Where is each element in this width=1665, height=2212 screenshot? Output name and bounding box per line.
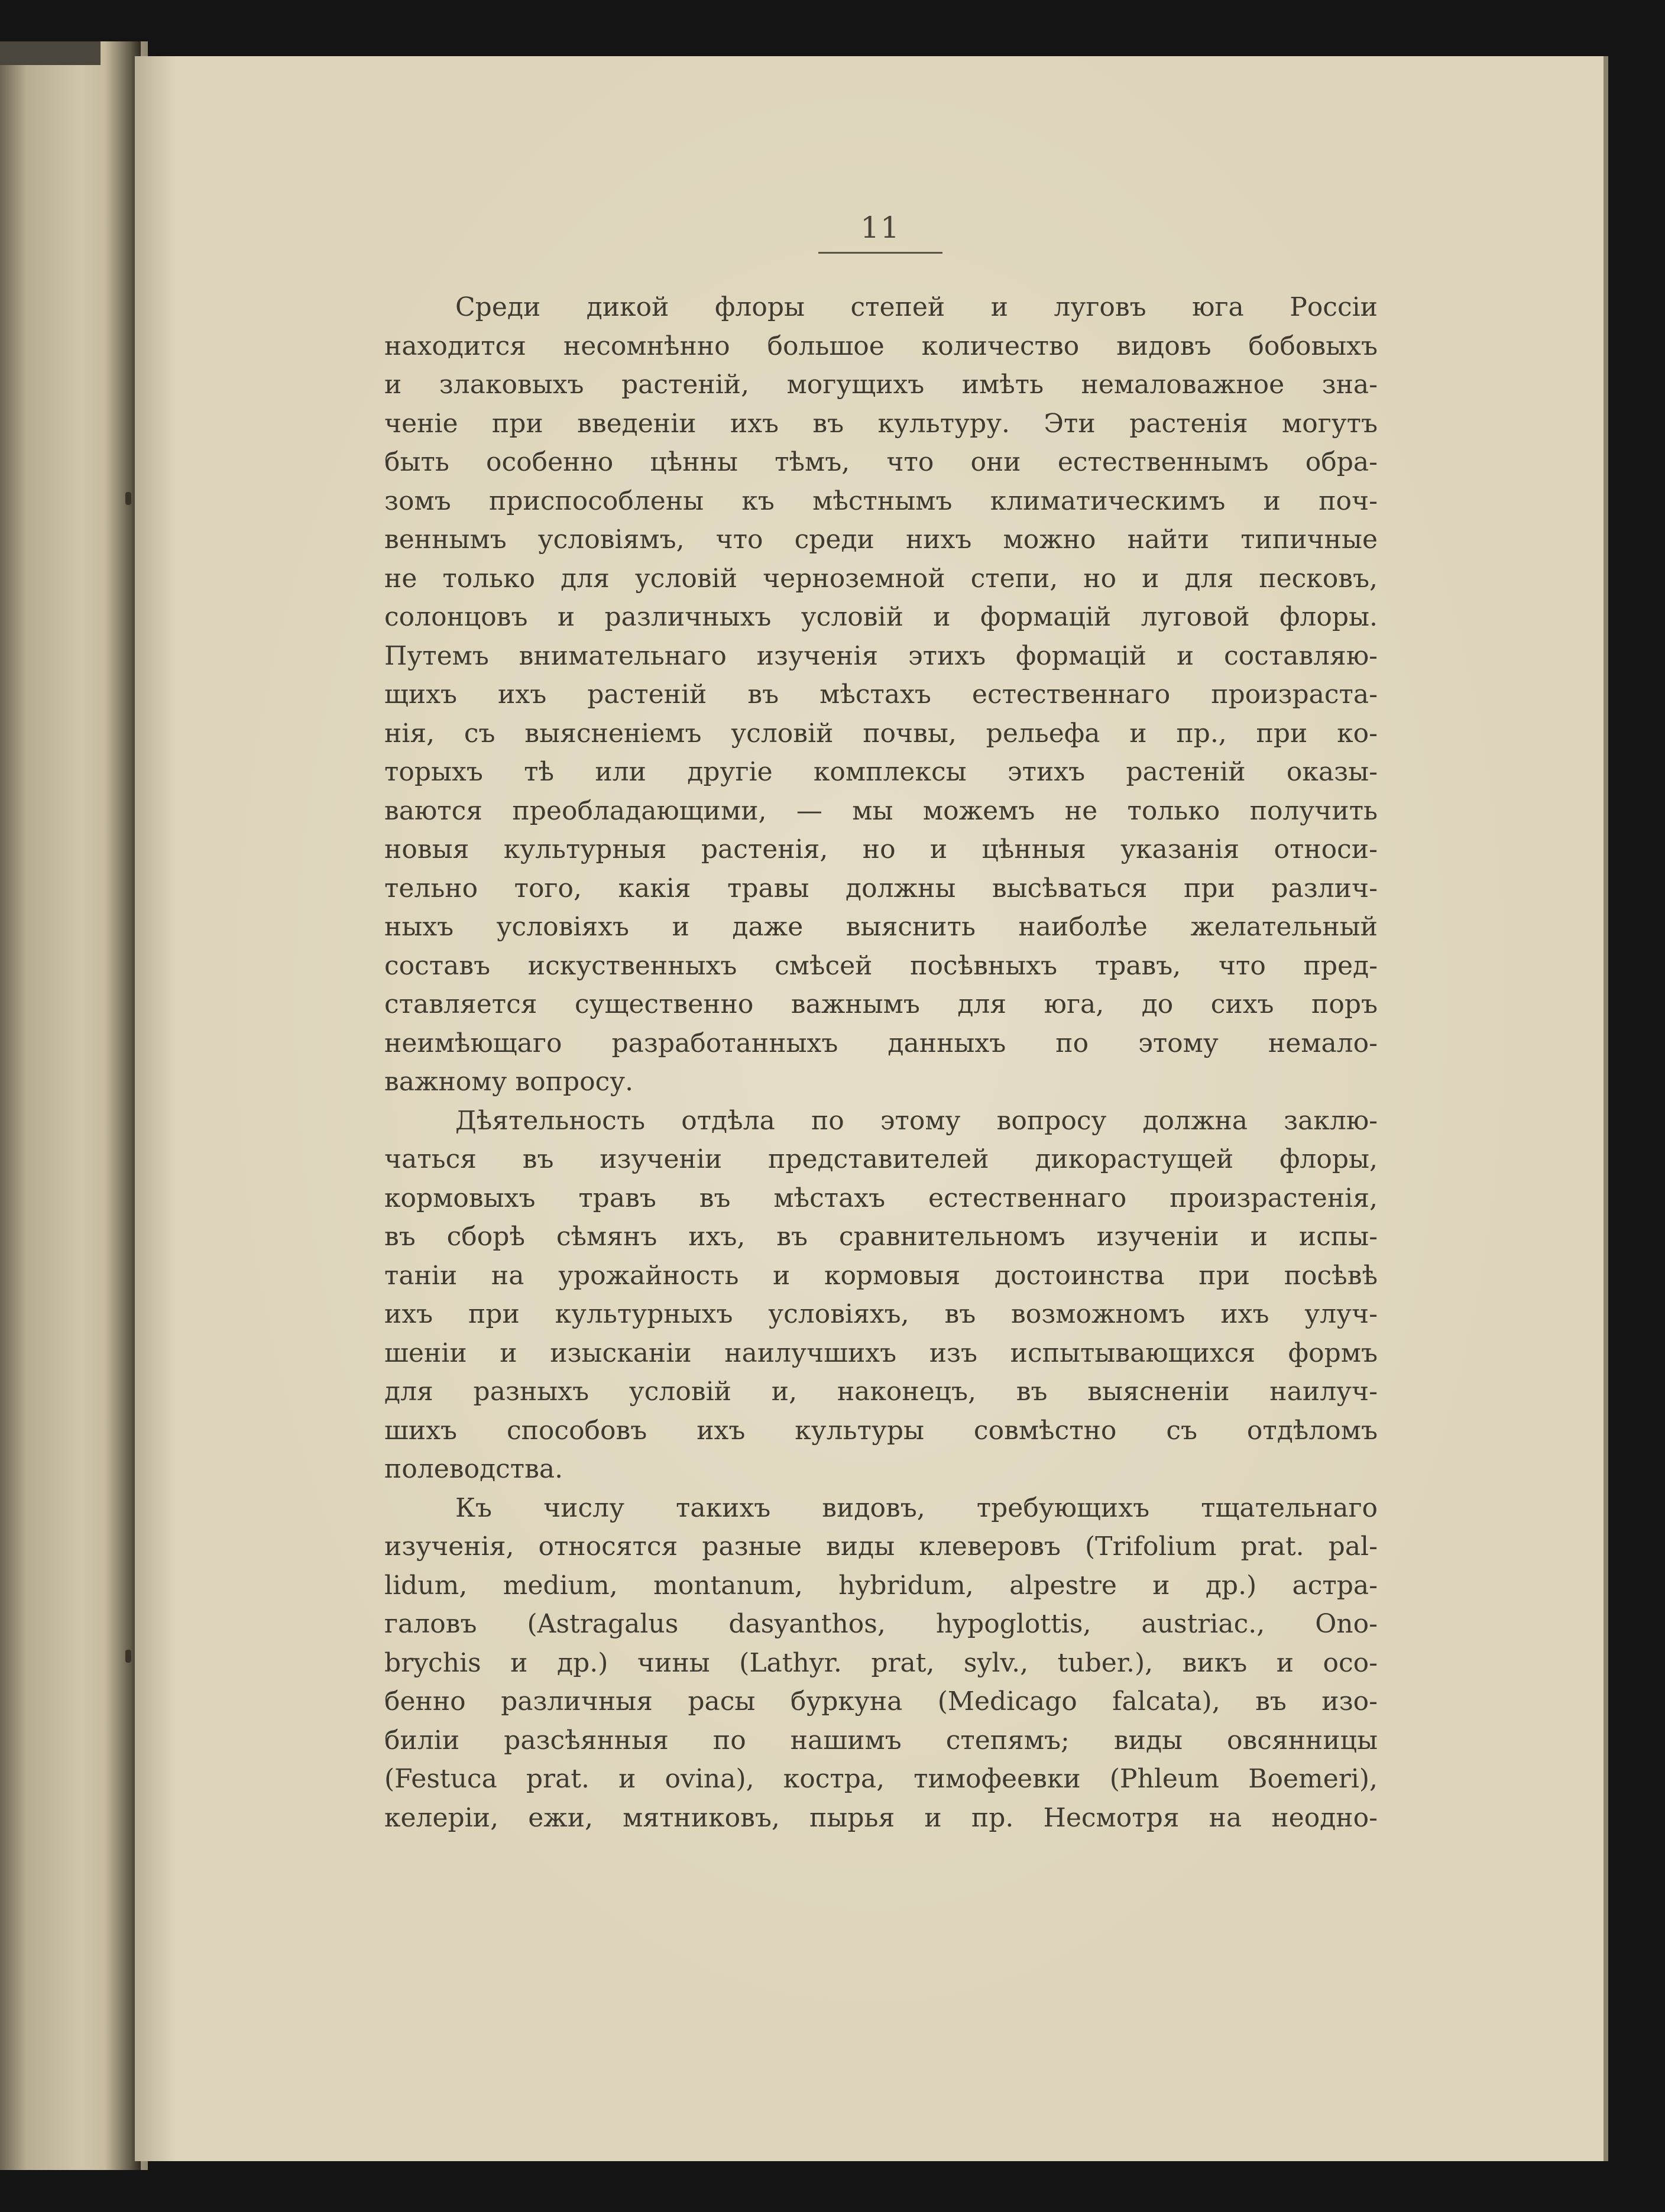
text-line: торыхъ тѣ или другіе комплексы этихъ растеній оказы-	[384, 757, 1378, 787]
text-line: ченіе при введеніи ихъ въ культуру. Эти растенія могутъ	[384, 408, 1378, 439]
text-line: ваются преобладающими, — мы можемъ не только получить	[384, 795, 1378, 826]
binding-mark	[125, 492, 131, 505]
text-line: brychis и др.) чины (Lathyr. prat, sylv., tuber.), викъ и осо-	[384, 1647, 1378, 1678]
text-line: тельно того, какія травы должны высѣваться при различ-	[384, 873, 1378, 903]
text-line: веннымъ условіямъ, что среди нихъ можно найти типичные	[384, 524, 1378, 555]
text-line: изученія, относятся разные виды клеверовъ (Trifolium prat. pal-	[384, 1531, 1378, 1562]
text-line: для разныхъ условій и, наконецъ, въ выясненіи наилуч-	[384, 1377, 1378, 1407]
text-line: находится несомнѣнно большое количество видовъ бобовыхъ	[384, 331, 1378, 361]
binding-mark	[125, 1650, 131, 1663]
text-line: lidum, medium, montanum, hybridum, alpestre и др.) астра-	[384, 1570, 1378, 1601]
text-line: Путемъ внимательнаго изученія этихъ формацій и составляю-	[384, 640, 1378, 671]
text-line: биліи разсѣянныя по нашимъ степямъ; виды овсянницы	[384, 1725, 1378, 1756]
page-number-rule	[818, 252, 942, 254]
text-line: Къ числу такихъ видовъ, требующихъ тщательнаго	[455, 1492, 1378, 1523]
text-line: ихъ при культурныхъ условіяхъ, въ возможномъ ихъ улуч-	[384, 1299, 1378, 1329]
text-line: (Festuca prat. и ovina), костра, тимофеевки (Phleum Boemeri),	[384, 1764, 1378, 1794]
text-line: новыя культурныя растенія, но и цѣнныя указанія относи-	[384, 834, 1378, 864]
text-line: галовъ (Astragalus dasyanthos, hypoglottis, austriac., Ono-	[384, 1609, 1378, 1639]
text-line: полеводства.	[384, 1454, 563, 1484]
body-text	[384, 288, 1378, 1837]
text-line: шеніи и изысканіи наилучшихъ изъ испытывающихся формъ	[384, 1337, 1378, 1368]
text-line: важному вопросу.	[384, 1067, 634, 1097]
page-right-edge	[1604, 56, 1608, 2161]
page-number: 11	[860, 210, 900, 245]
text-line: въ сборѣ сѣмянъ ихъ, въ сравнительномъ изученіи и испы-	[384, 1222, 1378, 1252]
text-line: кормовыхъ травъ въ мѣстахъ естественнаго произрастенія,	[384, 1183, 1378, 1213]
text-line: таніи на урожайность и кормовыя достоинства при посѣвѣ	[384, 1260, 1378, 1291]
text-line: быть особенно цѣнны тѣмъ, что они естественнымъ обра-	[384, 447, 1378, 477]
text-line: и злаковыхъ растеній, могущихъ имѣть немаловажное зна-	[384, 370, 1378, 400]
text-line: не только для условій черноземной степи, но и для песковъ,	[384, 563, 1378, 594]
text-line: составъ искуственныхъ смѣсей посѣвныхъ травъ, что пред-	[384, 950, 1378, 981]
text-line: чаться въ изученіи представителей дикорастущей флоры,	[384, 1144, 1378, 1174]
text-line: зомъ приспособлены къ мѣстнымъ климатическимъ и поч-	[384, 485, 1378, 516]
text-line: щихъ ихъ растеній въ мѣстахъ естественнаго произраста-	[384, 679, 1378, 710]
text-line: Дѣятельность отдѣла по этому вопросу должна заклю-	[455, 1105, 1378, 1136]
text-line: солонцовъ и различныхъ условій и формацій луговой флоры.	[384, 602, 1378, 632]
text-line: ставляется существенно важнымъ для юга, до сихъ поръ	[384, 989, 1378, 1019]
text-line: нія, съ выясненіемъ условій почвы, рельефа и пр., при ко-	[384, 718, 1378, 749]
text-line: ныхъ условіяхъ и даже выяснить наиболѣе желательный	[384, 912, 1378, 942]
text-line: неимѣющаго разработанныхъ данныхъ по этому немало-	[384, 1028, 1378, 1058]
text-line: бенно различныя расы буркуна (Medicago falcata), въ изо-	[384, 1686, 1378, 1717]
text-line: шихъ способовъ ихъ культуры совмѣстно съ отдѣломъ	[384, 1415, 1378, 1446]
text-line: келеріи, ежи, мятниковъ, пырья и пр. Несмотря на неодно-	[384, 1802, 1378, 1833]
book-top-edge	[0, 41, 101, 65]
text-line: Среди дикой флоры степей и луговъ юга Россіи	[455, 292, 1378, 322]
